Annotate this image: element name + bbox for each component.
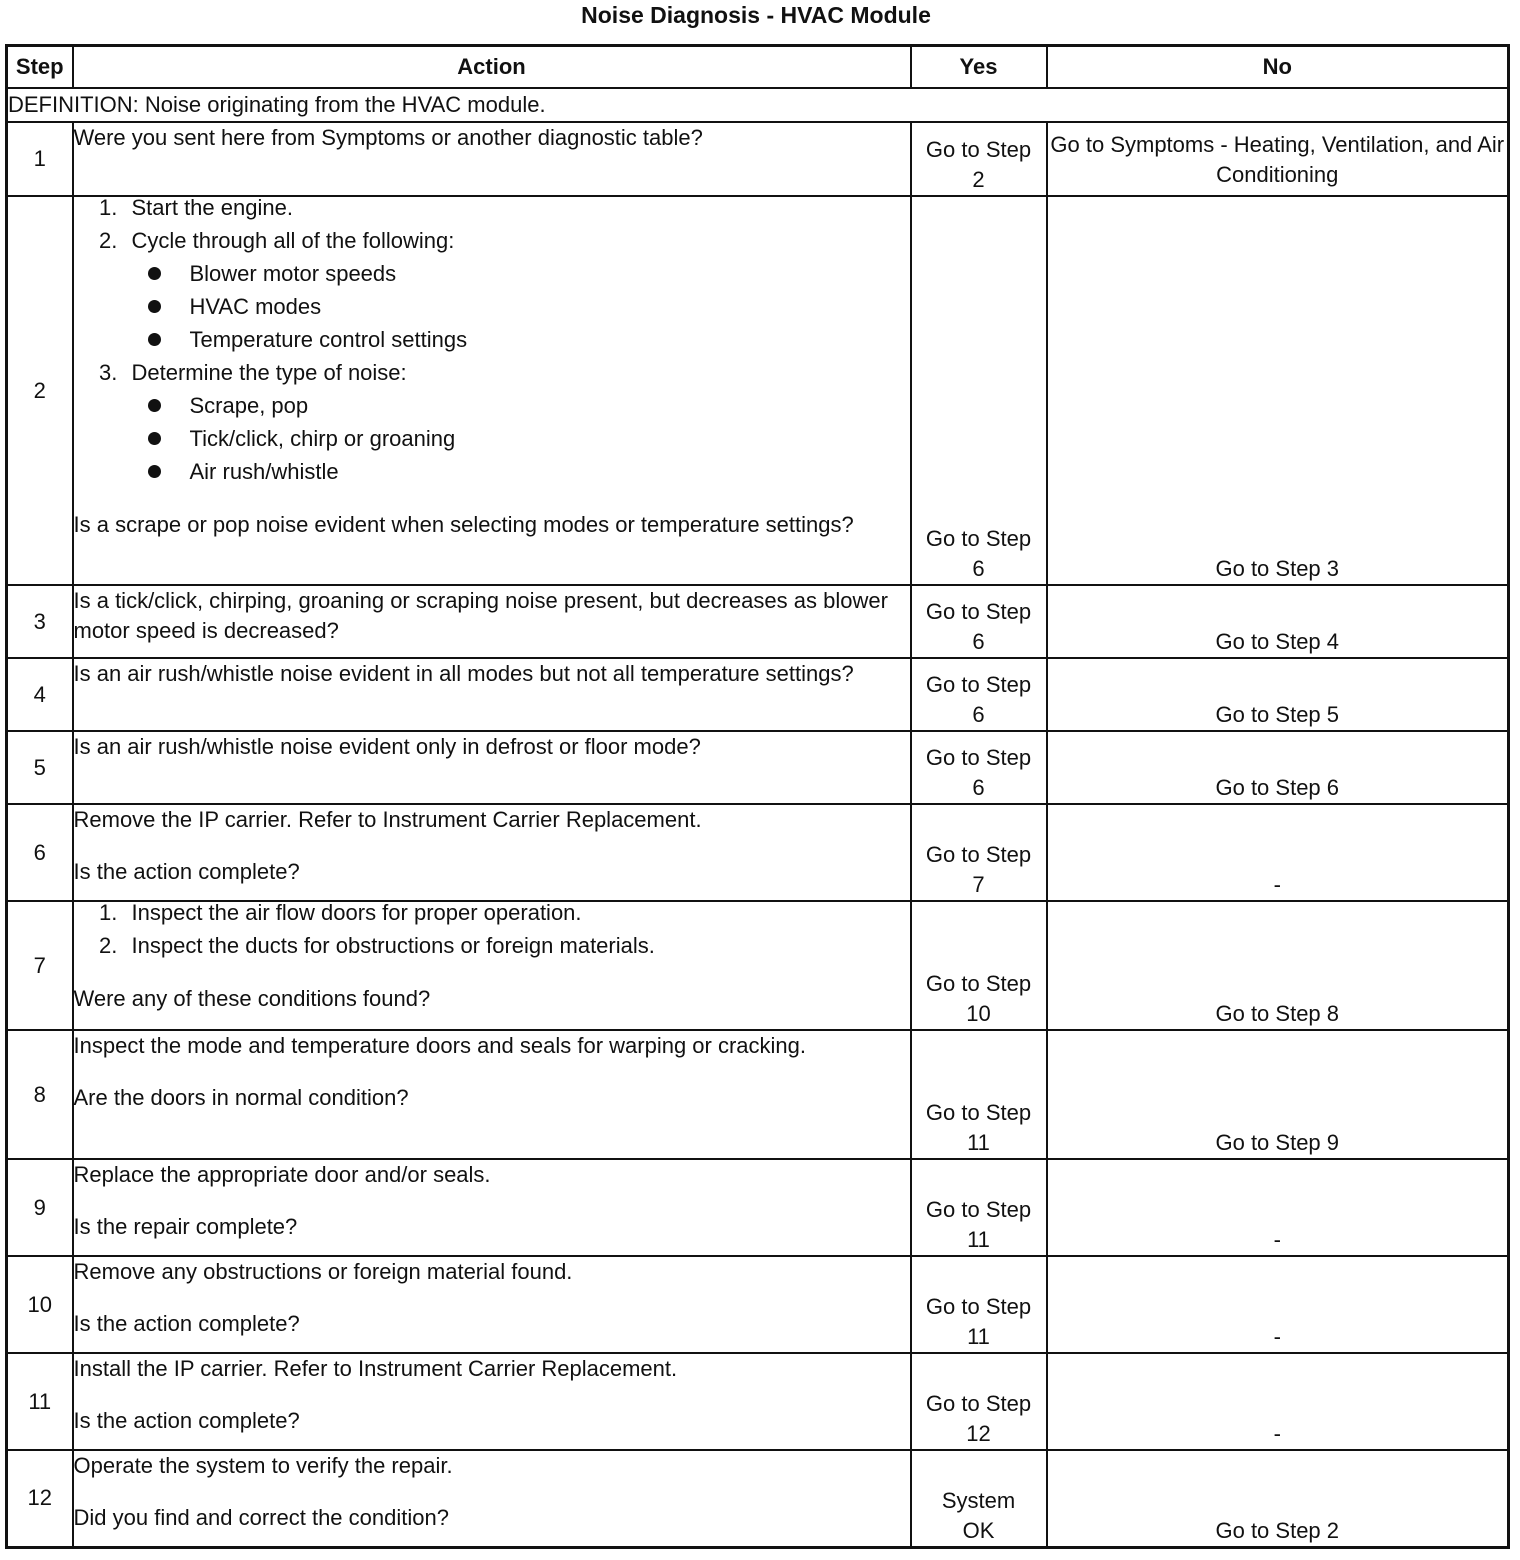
bullet-item: Scrape, pop — [182, 389, 910, 422]
header-row — [7, 46, 1509, 89]
step-number: 7 — [7, 901, 73, 1030]
yes-step: 10 — [966, 1001, 991, 1026]
yes-cell — [911, 1159, 1047, 1256]
table-row — [7, 1256, 1509, 1353]
question-text: Is an air rush/whistle noise evident only in defrost or floor mode? — [73, 734, 701, 759]
yes-cell — [911, 122, 1047, 196]
instruction-text: Inspect the mode and temperature doors and seals for warping or cracking. — [73, 1033, 807, 1058]
no-cell: Go to Step 6 — [1047, 731, 1509, 804]
action-cell — [73, 1159, 911, 1256]
step-number: 6 — [7, 804, 73, 901]
yes-step: 12 — [966, 1421, 991, 1446]
step-number: 11 — [7, 1353, 73, 1450]
step-number: 12 — [7, 1450, 73, 1547]
bullet-item: Blower motor speeds — [182, 257, 910, 290]
definition-text: DEFINITION: Noise originating from the HVAC module. — [7, 88, 1509, 122]
yes-step: 11 — [967, 1130, 990, 1155]
yes-text: Go to Step — [925, 526, 1032, 551]
no-cell: - — [1047, 1159, 1509, 1256]
yes-step: 11 — [967, 1324, 990, 1349]
table-row — [7, 901, 1509, 1030]
no-cell: - — [1047, 804, 1509, 901]
table-row — [7, 585, 1509, 658]
action-column-header: Action — [73, 46, 911, 89]
instruction-text: Remove any obstructions or foreign material found. — [73, 1259, 573, 1284]
action-cell — [73, 1030, 911, 1159]
table-row — [7, 1353, 1509, 1450]
action-cell — [73, 196, 911, 585]
no-cell: - — [1047, 1256, 1509, 1353]
no-cell: Go to Step 3 — [1047, 196, 1509, 585]
action-cell — [73, 804, 911, 901]
yes-text: Go to Step — [925, 599, 1032, 624]
table-row — [7, 1450, 1509, 1547]
yes-cell — [911, 585, 1047, 658]
yes-text: Go to Step — [925, 842, 1032, 867]
yes-cell — [911, 804, 1047, 901]
diagnostic-table — [5, 44, 1510, 1549]
yes-cell — [911, 658, 1047, 731]
action-cell — [73, 585, 911, 658]
no-cell: Go to Symptoms - Heating, Ventilation, and Air Conditioning — [1047, 122, 1509, 196]
no-cell: Go to Step 2 — [1047, 1450, 1509, 1547]
yes-step: 6 — [972, 775, 985, 800]
action-cell — [73, 731, 911, 804]
question-text: Is the action complete? — [73, 1311, 300, 1336]
question-text: Were you sent here from Symptoms or another diagnostic table? — [73, 125, 703, 150]
yes-cell — [911, 196, 1047, 585]
yes-cell — [911, 731, 1047, 804]
no-cell: Go to Step 5 — [1047, 658, 1509, 731]
instruction-text: Remove the IP carrier. Refer to Instrument Carrier Replacement. — [73, 807, 702, 832]
no-column-header: No — [1047, 46, 1509, 89]
action-cell — [73, 901, 911, 1030]
list-item-text: Determine the type of noise: — [131, 360, 407, 385]
step-number: 10 — [7, 1256, 73, 1353]
yes-text: Go to Step — [925, 1197, 1032, 1222]
action-cell — [73, 122, 911, 196]
question-text: Is a scrape or pop noise evident when selecting modes or temperature settings? — [73, 512, 854, 537]
list-item — [124, 224, 910, 356]
action-cell — [73, 658, 911, 731]
yes-text: System — [941, 1487, 1016, 1513]
yes-step: 6 — [972, 629, 985, 654]
yes-step: 6 — [972, 702, 985, 727]
step-number: 9 — [7, 1159, 73, 1256]
action-cell — [73, 1353, 911, 1450]
yes-text: Go to Step — [925, 1294, 1032, 1319]
page-title: Noise Diagnosis - HVAC Module — [581, 2, 931, 28]
yes-step: 2 — [972, 167, 985, 192]
bullet-item: Temperature control settings — [182, 323, 910, 356]
definition-row — [7, 88, 1509, 122]
yes-cell — [911, 901, 1047, 1030]
table-row — [7, 196, 1509, 585]
step-number: 3 — [7, 585, 73, 658]
bullet-item: Tick/click, chirp or groaning — [182, 422, 910, 455]
list-item-text: Cycle through all of the following: — [131, 228, 455, 253]
bullet-item: Air rush/whistle — [182, 455, 910, 488]
yes-step: 6 — [972, 556, 985, 581]
question-text: Were any of these conditions found? — [73, 986, 431, 1011]
question-text: Is the action complete? — [73, 1408, 300, 1433]
question-text: Is the repair complete? — [73, 1214, 298, 1239]
step-number: 5 — [7, 731, 73, 804]
question-text: Is an air rush/whistle noise evident in all modes but not all temperature settings? — [73, 661, 854, 686]
question-text: Are the doors in normal condition? — [73, 1085, 409, 1110]
list-item: 1. Inspect the air flow doors for proper operation. — [124, 896, 910, 929]
instruction-text: Install the IP carrier. Refer to Instrument Carrier Replacement. — [73, 1356, 678, 1381]
procedure-list — [74, 896, 910, 962]
no-cell: - — [1047, 1353, 1509, 1450]
step-number: 4 — [7, 658, 73, 731]
instruction-text: Replace the appropriate door and/or seals. — [73, 1162, 491, 1187]
list-item: 2. Inspect the ducts for obstructions or foreign materials. — [124, 929, 910, 962]
yes-text: Go to Step — [925, 1100, 1032, 1125]
yes-step: OK — [962, 1517, 995, 1543]
yes-cell — [911, 1450, 1047, 1547]
table-row — [7, 122, 1509, 196]
yes-text: Go to Step — [925, 137, 1032, 162]
yes-cell — [911, 1353, 1047, 1450]
table-row — [7, 804, 1509, 901]
step-number: 1 — [7, 122, 73, 196]
question-text: Is the action complete? — [73, 859, 300, 884]
yes-cell — [911, 1030, 1047, 1159]
action-cell — [73, 1256, 911, 1353]
table-row — [7, 658, 1509, 731]
yes-text: Go to Step — [925, 971, 1032, 996]
question-text: Is a tick/click, chirping, groaning or scraping noise present, but decreases as blower motor speed is decreased? — [73, 588, 888, 643]
action-cell — [73, 1450, 911, 1547]
bullet-list — [132, 389, 910, 488]
yes-column-header: Yes — [911, 46, 1047, 89]
no-cell: Go to Step 9 — [1047, 1030, 1509, 1159]
yes-cell — [911, 1256, 1047, 1353]
step-number: 2 — [7, 196, 73, 585]
table-row — [7, 1159, 1509, 1256]
list-item: 1. Start the engine. — [124, 191, 910, 224]
no-cell: Go to Step 8 — [1047, 901, 1509, 1030]
yes-step: 7 — [972, 872, 985, 897]
yes-text: Go to Step — [925, 745, 1032, 770]
bullet-list — [132, 257, 910, 356]
list-item — [124, 356, 910, 488]
procedure-list — [74, 191, 910, 488]
yes-step: 11 — [967, 1227, 990, 1252]
yes-text: Go to Step — [925, 672, 1032, 697]
question-text: Did you find and correct the condition? — [73, 1505, 449, 1530]
step-column-header: Step — [7, 46, 73, 89]
no-cell: Go to Step 4 — [1047, 585, 1509, 658]
yes-text: Go to Step — [925, 1391, 1032, 1416]
table-row — [7, 731, 1509, 804]
step-number: 8 — [7, 1030, 73, 1159]
instruction-text: Operate the system to verify the repair. — [73, 1453, 453, 1478]
bullet-item: HVAC modes — [182, 290, 910, 323]
table-row — [7, 1030, 1509, 1159]
